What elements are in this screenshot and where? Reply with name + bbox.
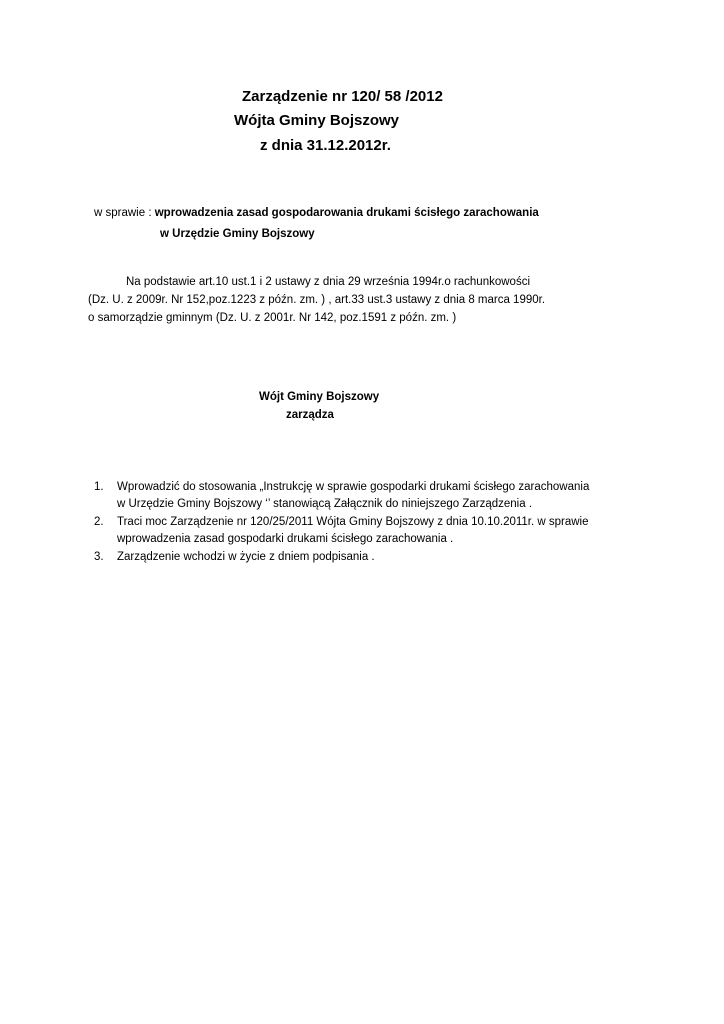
item-number: 2.	[94, 516, 104, 528]
legal-basis-line-3: o samorządzie gminnym (Dz. U. z 2001r. Nr 142, poz.1591 z późn. zm. )	[88, 312, 457, 324]
subject-text: wprowadzenia zasad gospodarowania drukami ścisłego zarachowania	[154, 207, 539, 219]
item-text-line-1: Zarządzenie wchodzi w życie z dniem podpisania .	[117, 551, 375, 563]
item-number: 1.	[94, 481, 104, 493]
subject-line	[94, 207, 539, 219]
legal-basis-line-2: (Dz. U. z 2009r. Nr 152,poz.1223 z późn. zm. ) , art.33 ust.3 ustawy z dnia 8 marca 1990r.	[88, 294, 546, 306]
document-date: z dnia 31.12.2012r.	[260, 137, 391, 154]
decree-issuer: Wójt Gminy Bojszowy	[259, 391, 380, 403]
document-issuer: Wójta Gminy Bojszowy	[234, 112, 400, 129]
list-item	[92, 479, 652, 513]
decree-verb: zarządza	[286, 409, 334, 421]
subject-prefix: w sprawie :	[94, 207, 155, 219]
item-number: 3.	[94, 551, 104, 563]
list-item	[92, 514, 652, 548]
item-text-line-2: wprowadzenia zasad gospodarki drukami ścisłego zarachowania .	[117, 533, 454, 545]
item-text-line-2: w Urzędzie Gminy Bojszowy ‘’ stanowiącą Załącznik do niniejszego Zarządzenia .	[117, 498, 533, 510]
document-title: Zarządzenie nr 120/ 58 /2012	[242, 88, 443, 105]
subject-continuation: w Urzędzie Gminy Bojszowy	[160, 228, 315, 240]
list-item	[92, 549, 652, 566]
item-text-line-1: Traci moc Zarządzenie nr 120/25/2011 Wójta Gminy Bojszowy z dnia 10.10.2011r. w sprawie	[117, 516, 589, 528]
item-text-line-1: Wprowadzić do stosowania „Instrukcję w sprawie gospodarki drukami ścisłego zarachowania	[117, 481, 590, 493]
decree-items-list	[92, 479, 652, 567]
legal-basis-line-1: Na podstawie art.10 ust.1 i 2 ustawy z dnia 29 września 1994r.o rachunkowości	[126, 276, 530, 288]
